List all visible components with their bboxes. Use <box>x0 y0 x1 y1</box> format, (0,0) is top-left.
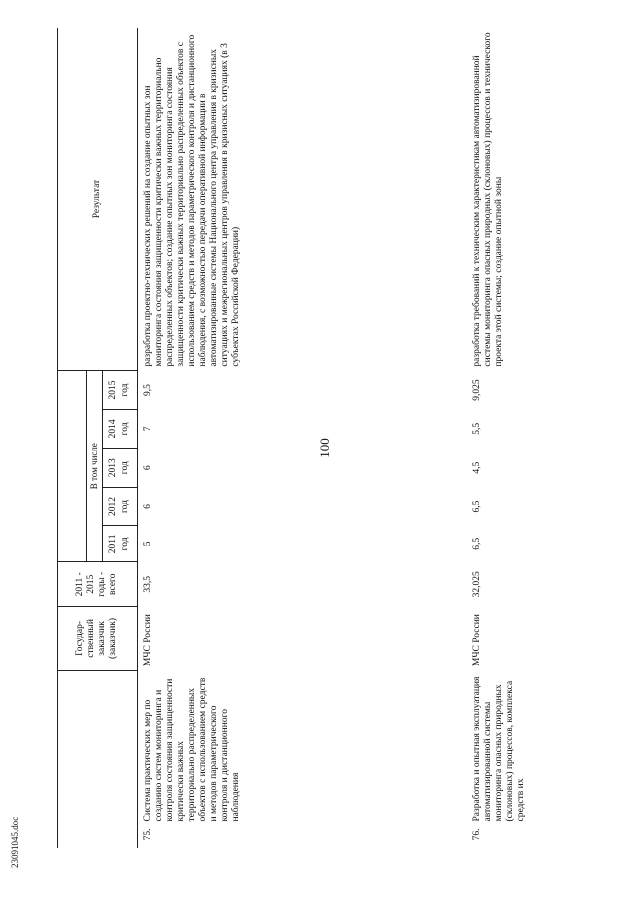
value-2013: 6 <box>142 465 153 471</box>
table-row <box>467 28 594 848</box>
header-year-2015: 2015 год <box>102 371 137 410</box>
header-year-2014: 2014 год <box>102 409 137 448</box>
header-year-2012: 2012 год <box>102 487 137 526</box>
header-row-top <box>58 28 87 848</box>
row-number: 76. <box>471 828 482 841</box>
value-2014: 5,5 <box>471 422 482 435</box>
page-number: 100 <box>317 438 332 458</box>
value-2011: 5 <box>142 541 153 547</box>
total-value: 33,5 <box>142 575 153 593</box>
result-text: разработка проектно-технических решений на создание опытных зон мониторинга состояния защищенности критически важных территориально распределенных объектов; создание опытных зон мониторинга состояния защищенности критически важных территориально распределенных объектов с использованием средств и методов параметрического контроля и дистанционного наблюдения, с возможностью передачи оперативной информации в автоматизированные системы Национального центра управления в кризисных ситуациях и межрегиональных центров управления в кризисных ситуациях (в 3 субъектах Российской Федерации) <box>142 34 241 367</box>
document-id: 23091045.doc <box>10 816 20 868</box>
rotated-table-area <box>57 28 585 848</box>
program-measures-table <box>57 28 594 848</box>
total-value: 32,025 <box>471 571 482 598</box>
value-2012: 6 <box>142 504 153 509</box>
header-year-2013: 2013 год <box>102 448 137 487</box>
header-customer: Государ-ственный заказчик (заказчик) <box>58 607 138 670</box>
table-top-border <box>57 28 58 848</box>
customer: МЧС России <box>471 614 482 667</box>
result-text: разработка требований к техническим характеристикам автоматизированной системы мониторинга опасных природных (склоновых) процессов и технического проекта этой системы; создание опытной зоны <box>471 32 504 367</box>
header-result: Результат <box>58 28 138 371</box>
header-years-spacer <box>58 371 87 562</box>
measure-name: Разработка и опытная эксплуатация автоматизированной системы мониторинга опасных природных (склоновых) процессов, комплекса средств их <box>471 676 526 822</box>
header-name-cell <box>58 670 138 848</box>
value-2014: 7 <box>142 426 153 432</box>
row-number: 75. <box>142 828 153 841</box>
value-2011: 6,5 <box>471 537 482 550</box>
customer: МЧС России <box>142 614 153 667</box>
table-row <box>137 28 467 848</box>
header-total: 2011 - 2015 годы - всего <box>58 562 138 607</box>
value-2015: 9,025 <box>471 379 482 401</box>
header-in-total: В том числе <box>86 371 102 562</box>
value-2013: 4,5 <box>471 461 482 474</box>
header-year-2011: 2011 год <box>102 526 137 562</box>
value-2015: 9,5 <box>142 384 153 396</box>
measure-name: Система практических мер по созданию систем мониторинга и контроля состояния защищенности критически важных территориально распределенных объектов с использованием средств и методов параметрического контроля и дистанционного наблюдения <box>142 677 241 822</box>
value-2012: 6,5 <box>471 500 482 513</box>
